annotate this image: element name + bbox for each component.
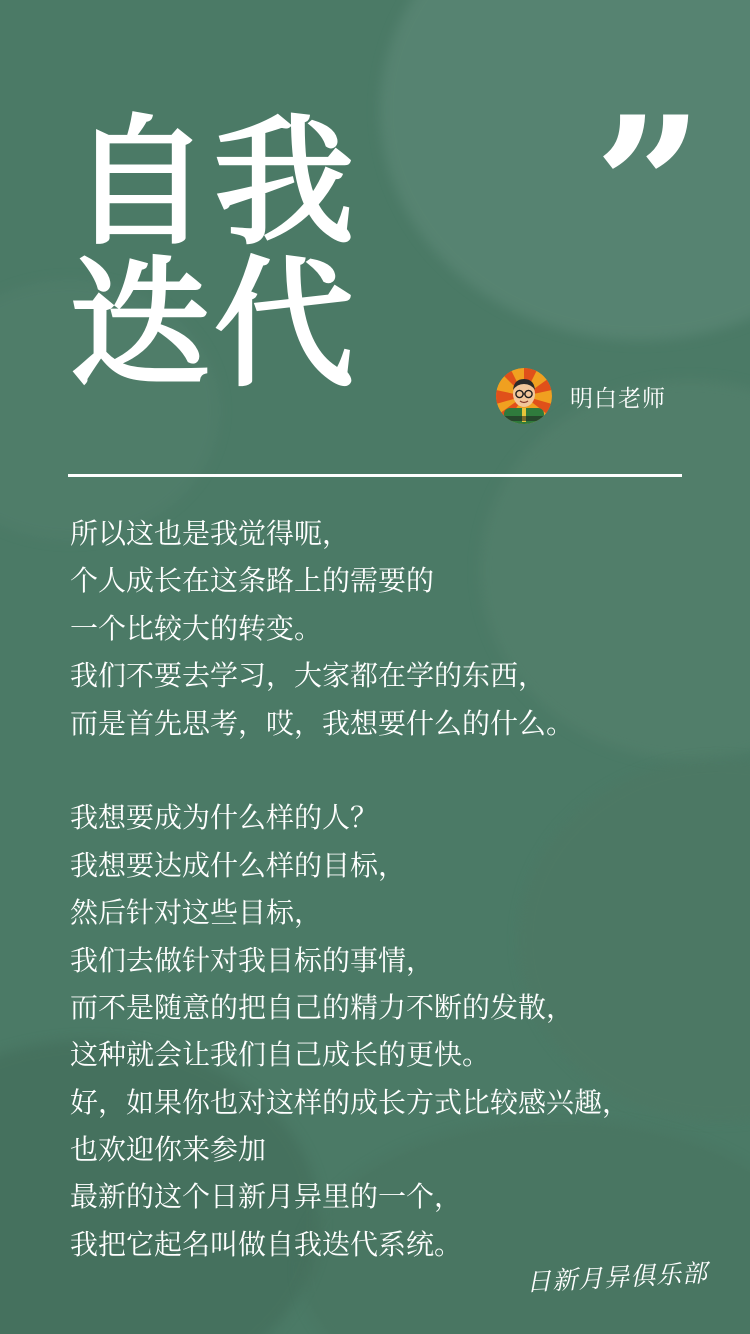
body-line: 我们不要去学习，大家都在学的东西， [70,659,547,693]
cartoon-avatar-icon [496,368,552,424]
page-title [70,101,359,407]
body-line: 个人成长在这条路上的需要的 [70,564,435,598]
club-logo: 日新月异俱乐部 [525,1258,709,1297]
body-line: 一个比较大的转变。 [70,611,323,645]
quote-body [70,510,710,1268]
body-line: 最新的这个日新月异里的一个， [70,1180,463,1214]
title-line-1: 自我 [70,101,359,265]
body-line: 好，如果你也对这样的成长方式比较感兴趣， [70,1085,631,1119]
body-line: 而不是随意的把自己的精力不断的发散， [70,990,575,1024]
body-line: 也欢迎你来参加 [70,1133,267,1167]
body-line: 我把它起名叫做自我迭代系统。 [70,1227,463,1261]
body-line: 我想要达成什么样的目标， [70,848,407,882]
title-line-2: 迭代 [70,243,359,407]
body-line-blank [70,747,710,794]
body-line: 然后针对这些目标， [70,896,323,930]
body-line: 所以这也是我觉得呃， [70,517,351,550]
author-name: 明白老师 [570,385,666,412]
body-line: 我想要成为什么样的人？ [70,801,379,835]
title-divider [68,474,682,477]
body-line: 我们去做针对我目标的事情， [70,943,435,977]
body-line: 这种就会让我们自己成长的更快。 [70,1038,491,1072]
body-line: 而是首先思考，哎，我想要什么的什么。 [70,706,575,740]
quote-mark-icon: ” [594,75,704,298]
author-badge [496,368,666,424]
